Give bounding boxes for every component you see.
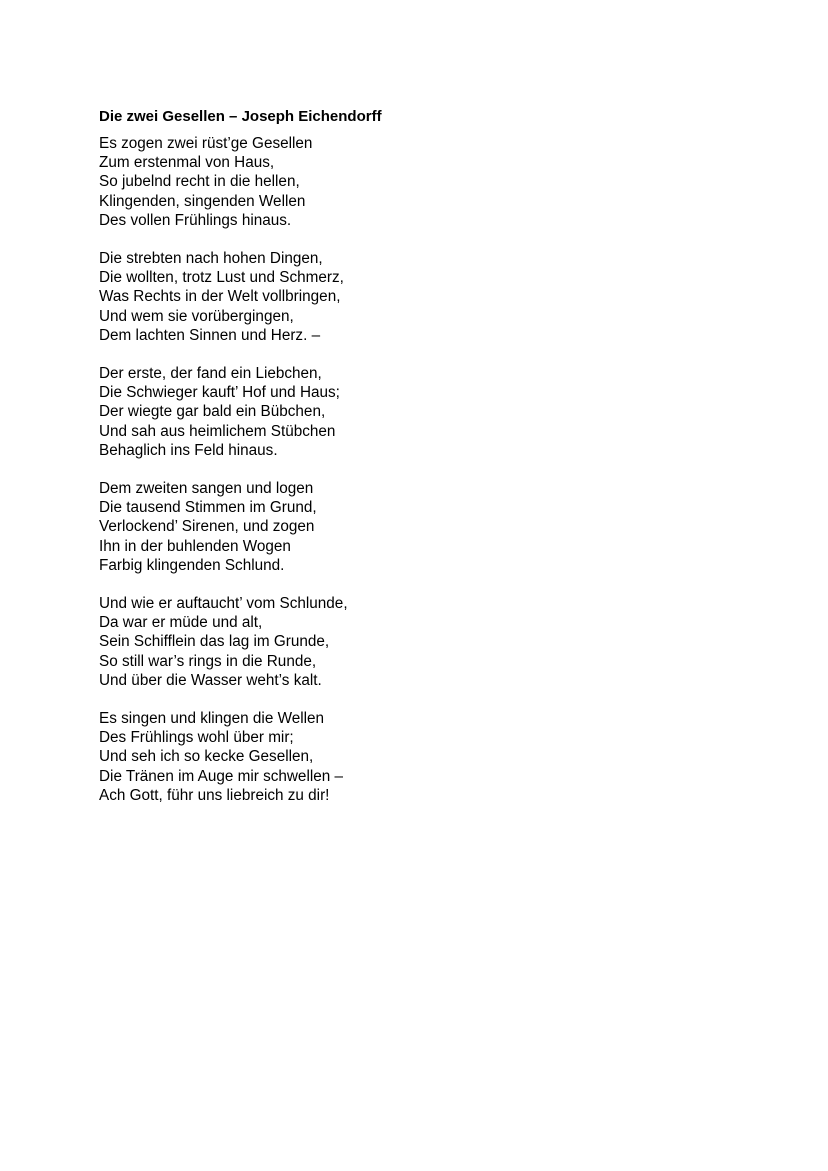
stanza-3	[99, 364, 779, 460]
poem-line: Klingenden, singenden Wellen	[99, 192, 306, 210]
stanza-1	[99, 134, 779, 230]
poem-line: Es singen und klingen die Wellen	[99, 710, 325, 728]
poem-line: Des Frühlings wohl über mir;	[99, 729, 294, 747]
poem-line: Und über die Wasser weht’s kalt.	[99, 671, 322, 689]
poem-line: Und sah aus heimlichem Stübchen	[99, 422, 336, 440]
poem-line: Die wollten, trotz Lust und Schmerz,	[99, 269, 344, 287]
poem-line: Die strebten nach hohen Dingen,	[99, 250, 323, 268]
poem-line: Da war er müde und alt,	[99, 614, 263, 632]
poem-line: Zum erstenmal von Haus,	[99, 154, 275, 172]
poem-line: Was Rechts in der Welt vollbringen,	[99, 288, 341, 306]
poem-line: Der wiegte gar bald ein Bübchen,	[99, 403, 326, 421]
stanza-6	[99, 709, 779, 805]
stanza-2	[99, 249, 779, 345]
poem-line: Der erste, der fand ein Liebchen,	[99, 365, 322, 383]
poem	[99, 107, 779, 824]
poem-line: Verlockend’ Sirenen, und zogen	[99, 518, 315, 536]
poem-line: Ach Gott, führ uns liebreich zu dir!	[99, 786, 330, 804]
poem-line: Die Schwieger kauft’ Hof und Haus;	[99, 384, 340, 402]
poem-title: Die zwei Gesellen – Joseph Eichendorff	[99, 108, 382, 125]
poem-line: Farbig klingenden Schlund.	[99, 556, 285, 574]
poem-line: Behaglich ins Feld hinaus.	[99, 441, 278, 459]
poem-line: Des vollen Frühlings hinaus.	[99, 211, 292, 229]
poem-line: Und wie er auftaucht’ vom Schlunde,	[99, 595, 348, 613]
poem-line: Und seh ich so kecke Gesellen,	[99, 748, 314, 766]
poem-line: Und wem sie vorübergingen,	[99, 307, 294, 325]
poem-line: Die Tränen im Auge mir schwellen –	[99, 767, 344, 785]
poem-line: Dem lachten Sinnen und Herz. –	[99, 326, 321, 344]
poem-line: Dem zweiten sangen und logen	[99, 480, 314, 498]
poem-line: Sein Schifflein das lag im Grunde,	[99, 633, 330, 651]
poem-line: Es zogen zwei rüst’ge Gesellen	[99, 135, 313, 152]
poem-line: So still war’s rings in die Runde,	[99, 652, 317, 670]
poem-line: So jubelnd recht in die hellen,	[99, 173, 300, 191]
poem-line: Die tausend Stimmen im Grund,	[99, 499, 317, 517]
stanza-5	[99, 594, 779, 690]
poem-line: Ihn in der buhlenden Wogen	[99, 537, 291, 555]
stanza-4	[99, 479, 779, 575]
